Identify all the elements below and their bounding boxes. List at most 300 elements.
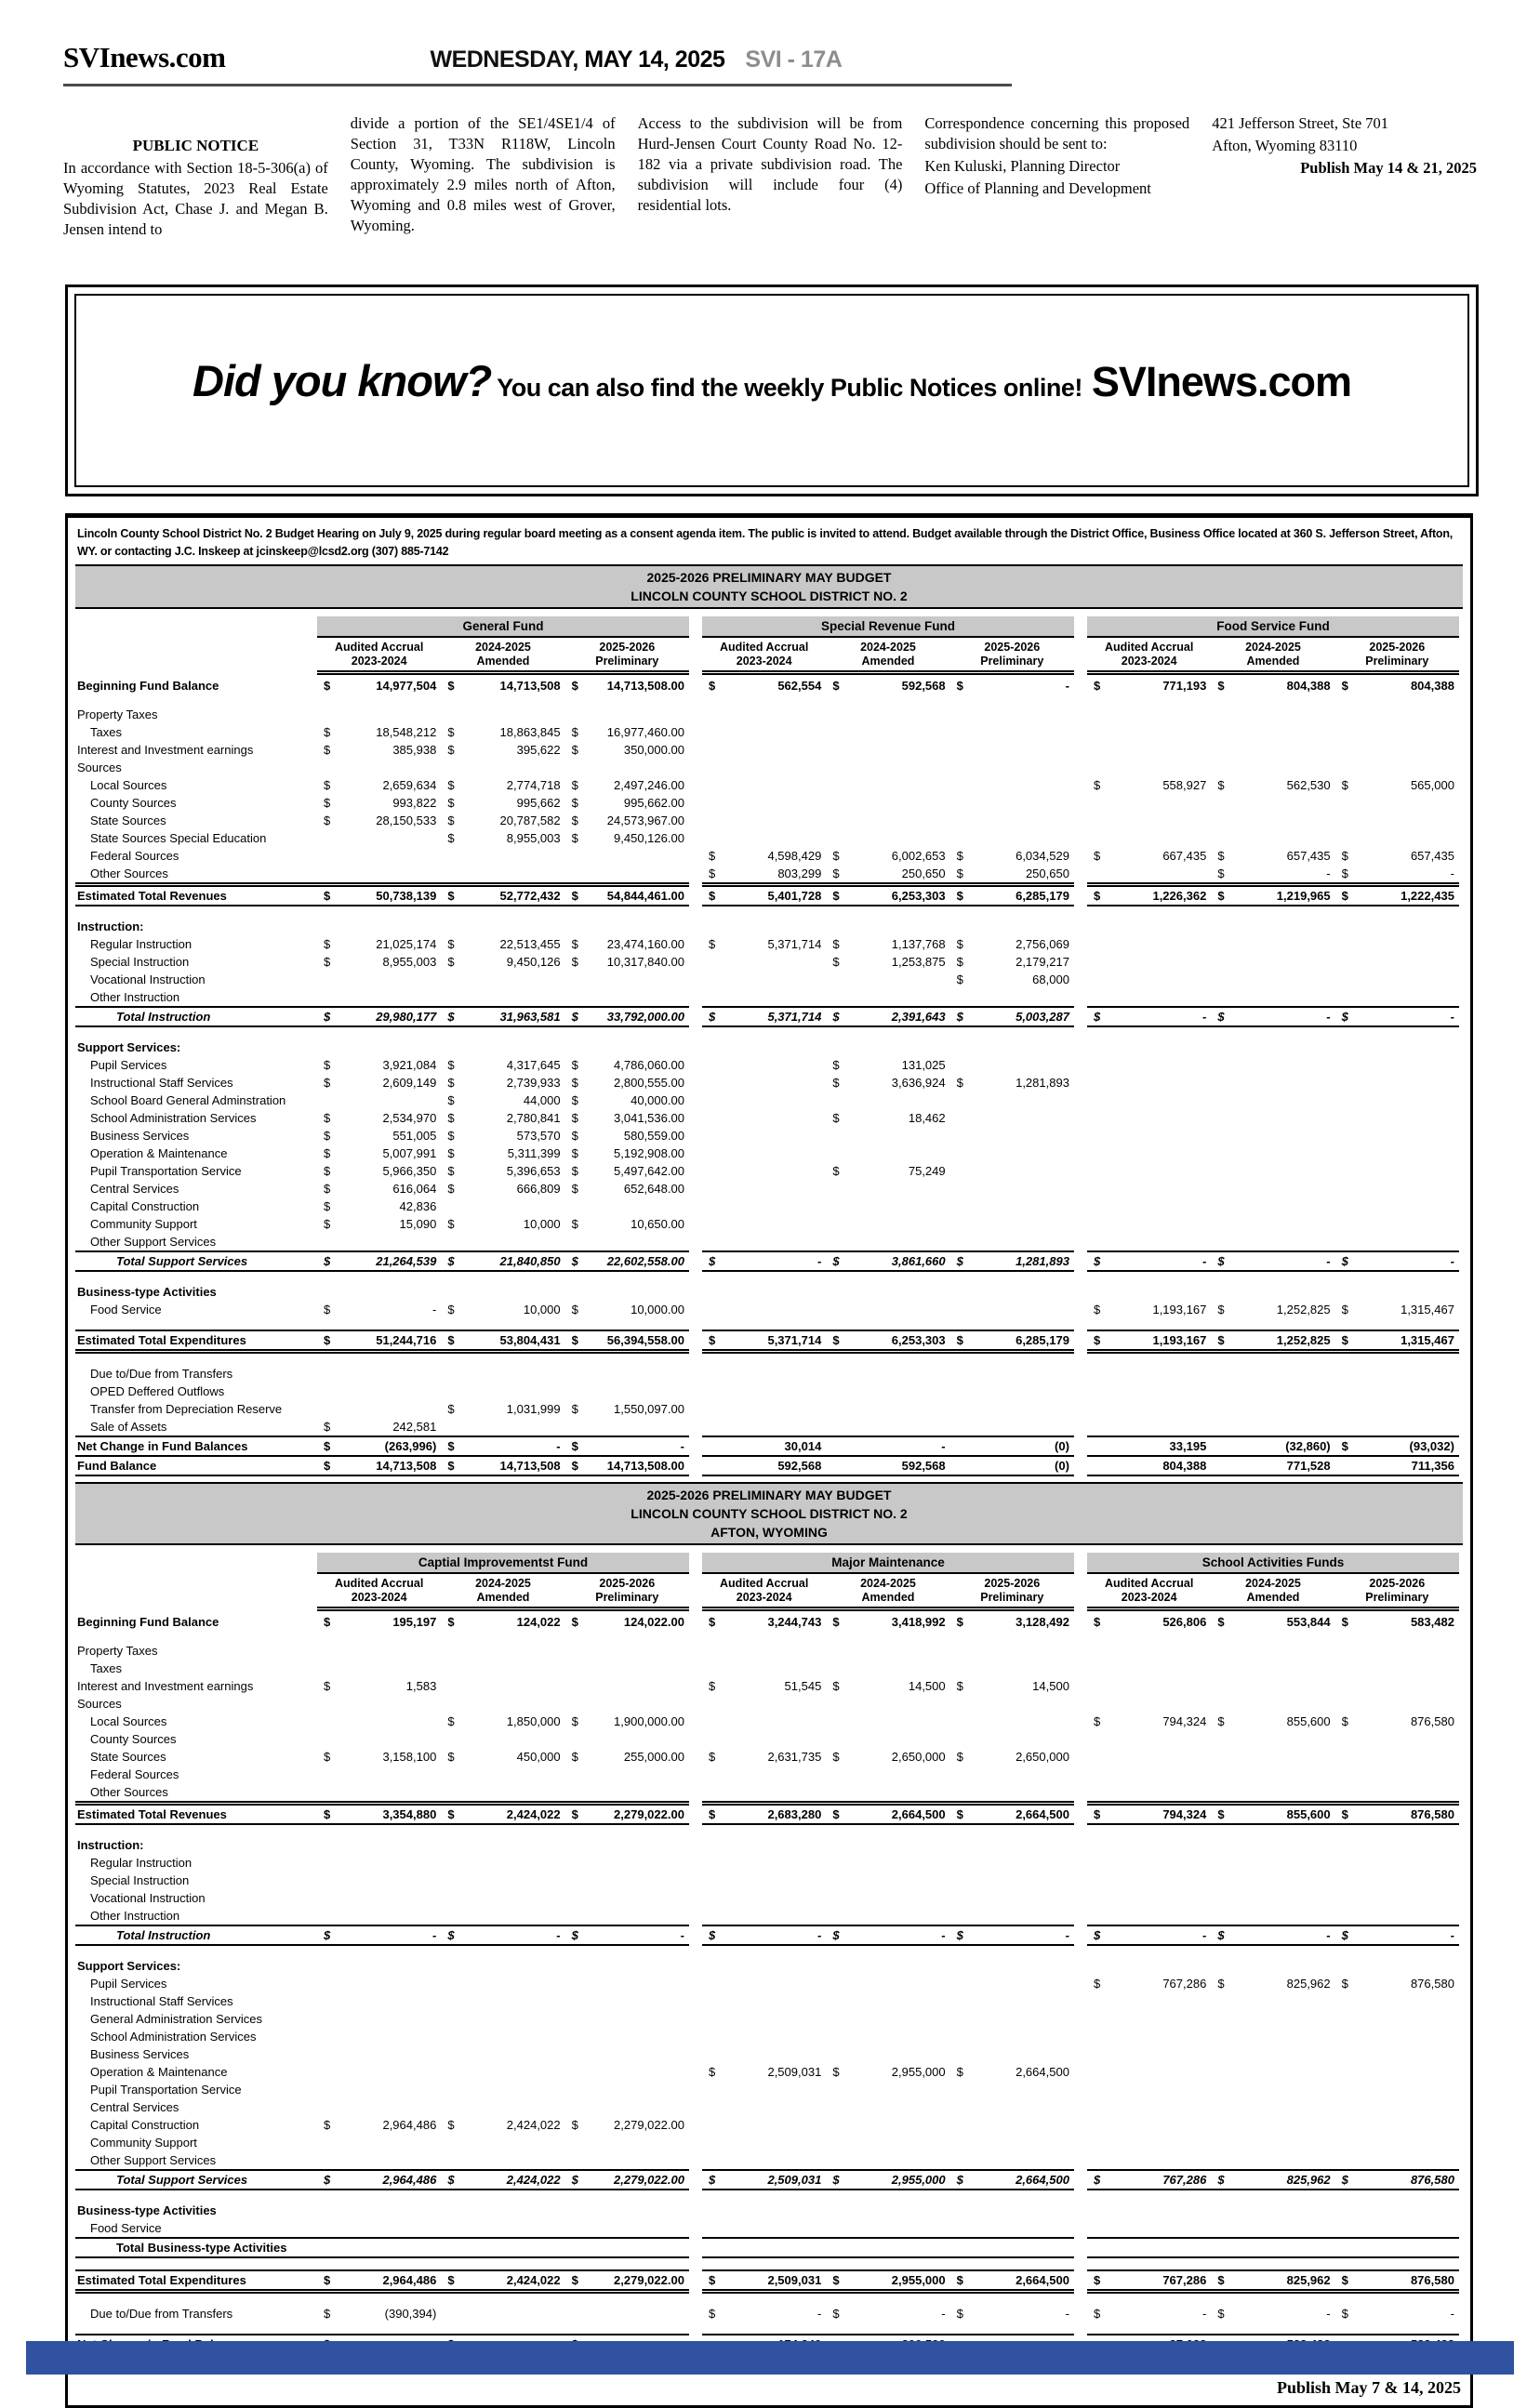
fund-group-cells xyxy=(1087,953,1459,971)
amount-value: (263,996) xyxy=(384,1439,437,1453)
column-gap xyxy=(1074,1180,1087,1197)
column-gap xyxy=(1074,988,1087,1006)
amount-value: 5,371,714 xyxy=(767,1010,822,1024)
column-gap xyxy=(689,1215,702,1233)
amount-value: 2,631,735 xyxy=(767,1750,822,1764)
amount-cell xyxy=(565,1180,689,1197)
fund-group-cells xyxy=(1087,918,1459,935)
amount-cell xyxy=(317,829,441,847)
amount-cell xyxy=(702,2239,826,2256)
amount-value: 255,000.00 xyxy=(623,1750,684,1764)
amount-cell xyxy=(826,1957,949,1975)
column-header xyxy=(950,641,1074,668)
amount-cell xyxy=(1335,2219,1459,2237)
fund-group-cells xyxy=(1087,2116,1459,2134)
currency-sign: $ xyxy=(956,955,963,969)
column-gap xyxy=(1074,935,1087,953)
amount-value: 5,371,714 xyxy=(767,1333,822,1347)
currency-sign: $ xyxy=(1341,889,1348,903)
amount-cell xyxy=(441,2171,564,2189)
amount-cell xyxy=(565,988,689,1006)
amount-cell xyxy=(1211,1283,1334,1301)
amount-cell xyxy=(1211,887,1334,905)
currency-sign: $ xyxy=(956,1254,963,1268)
column-gap xyxy=(689,1748,702,1766)
column-gap xyxy=(689,1836,702,1854)
row-label: Central Services xyxy=(90,1182,179,1196)
row-label: Property Taxes xyxy=(77,1644,158,1658)
amount-cell xyxy=(950,2010,1074,2028)
amount-cell xyxy=(1087,953,1211,971)
amount-cell xyxy=(1335,2151,1459,2169)
amount-value: 250,650 xyxy=(1025,867,1069,880)
masthead-page-number: SVI - 17A xyxy=(745,46,843,73)
amount-cell xyxy=(565,1092,689,1109)
amount-cell xyxy=(565,2271,689,2289)
row-label: Due to/Due from Transfers xyxy=(90,1367,233,1381)
amount-cell xyxy=(826,706,949,723)
fund-group-cells xyxy=(1087,1418,1459,1436)
amount-cell xyxy=(826,776,949,794)
table-row xyxy=(75,2098,1463,2116)
fund-group-cells xyxy=(317,2269,689,2294)
column-gap xyxy=(1074,1836,1087,1854)
currency-sign: $ xyxy=(1217,1714,1225,1728)
currency-sign: $ xyxy=(447,1058,455,1072)
amount-value: 2,780,841 xyxy=(506,1111,561,1125)
amount-cell xyxy=(1211,1907,1334,1925)
amount-cell xyxy=(1335,1695,1459,1713)
amount-cell xyxy=(950,1197,1074,1215)
row-label: Support Services: xyxy=(77,1959,181,1973)
amount-value: - xyxy=(1201,1254,1207,1268)
column-gap xyxy=(689,1109,702,1127)
table-row xyxy=(75,2028,1463,2045)
column-gap xyxy=(689,1992,702,2010)
column-gap xyxy=(1074,1197,1087,1215)
amount-value: 2,756,069 xyxy=(1016,937,1069,951)
table-row xyxy=(75,1613,1463,1631)
table-row xyxy=(75,1365,1463,1383)
amount-cell xyxy=(1335,953,1459,971)
amount-cell xyxy=(441,1383,564,1400)
amount-cell xyxy=(1087,1109,1211,1127)
amount-value: 562,530 xyxy=(1286,778,1331,792)
amount-cell xyxy=(317,1180,441,1197)
currency-sign: $ xyxy=(1094,2173,1101,2187)
amount-cell xyxy=(1335,971,1459,988)
amount-cell xyxy=(1087,1975,1211,1992)
column-header-line: Preliminary xyxy=(980,1591,1044,1604)
fund-group-cells xyxy=(317,706,689,723)
amount-cell xyxy=(950,1975,1074,1992)
amount-cell xyxy=(441,2098,564,2116)
fund-group-cells xyxy=(317,1250,689,1272)
amount-cell xyxy=(565,677,689,695)
amount-cell xyxy=(1087,2134,1211,2151)
amount-cell xyxy=(826,1836,949,1854)
column-header-line: Preliminary xyxy=(980,655,1044,668)
amount-cell xyxy=(702,1056,826,1074)
amount-cell xyxy=(1087,1992,1211,2010)
amount-value: 2,964,486 xyxy=(382,2173,437,2187)
currency-sign: $ xyxy=(1217,1977,1225,1991)
amount-cell xyxy=(317,1975,441,1992)
fund-group-cells xyxy=(1087,1365,1459,1383)
amount-value: 195,197 xyxy=(392,1615,437,1629)
amount-cell xyxy=(826,1039,949,1056)
amount-cell xyxy=(1087,1301,1211,1318)
spacer-row xyxy=(75,1027,1463,1039)
amount-cell xyxy=(826,741,949,759)
amount-cell xyxy=(317,1301,441,1318)
currency-sign: $ xyxy=(1217,1254,1225,1268)
currency-sign: $ xyxy=(324,2118,331,2132)
fund-group-cells xyxy=(702,2219,1074,2237)
amount-cell xyxy=(1211,918,1334,935)
currency-sign: $ xyxy=(571,679,578,693)
amount-cell xyxy=(441,1418,564,1436)
table-row xyxy=(75,1677,1463,1695)
amount-cell xyxy=(565,1008,689,1025)
amount-cell xyxy=(1211,1331,1334,1349)
amount-value: 876,580 xyxy=(1410,1807,1454,1821)
amount-cell xyxy=(317,1400,441,1418)
spacer-row xyxy=(75,2322,1463,2334)
fund-group-cells xyxy=(702,2081,1074,2098)
fund-group-cells xyxy=(702,706,1074,723)
currency-sign: $ xyxy=(1094,1977,1101,1991)
column-gap xyxy=(689,2063,702,2081)
column-header xyxy=(702,641,826,668)
amount-cell xyxy=(317,1056,441,1074)
amount-value: 2,955,000 xyxy=(891,2065,946,2079)
amount-cell xyxy=(565,1730,689,1748)
column-gap xyxy=(689,741,702,759)
fund-group-header xyxy=(1087,1553,1459,1611)
table-row xyxy=(75,2045,1463,2063)
amount-cell xyxy=(826,918,949,935)
amount-value: 2,509,031 xyxy=(767,2273,822,2287)
amount-cell xyxy=(1335,1975,1459,1992)
amount-cell xyxy=(441,1926,564,1944)
column-gap xyxy=(1074,1801,1087,1825)
column-gap xyxy=(1074,2219,1087,2237)
amount-cell xyxy=(1087,1127,1211,1144)
fund-group-cells xyxy=(702,882,1074,906)
table-row xyxy=(75,1854,1463,1872)
currency-sign: $ xyxy=(709,1615,716,1629)
amount-value: 995,662.00 xyxy=(623,796,684,810)
amount-value: - xyxy=(1065,2307,1069,2321)
currency-sign: $ xyxy=(1341,778,1348,792)
amount-cell xyxy=(826,1092,949,1109)
currency-sign: $ xyxy=(447,778,455,792)
amount-cell xyxy=(1211,1180,1334,1197)
amount-cell xyxy=(702,1783,826,1801)
amount-cell xyxy=(702,829,826,847)
fund-name-header: Special Revenue Fund xyxy=(702,616,1074,638)
amount-cell xyxy=(317,988,441,1006)
amount-cell xyxy=(950,1109,1074,1127)
column-gap xyxy=(1074,1109,1087,1127)
fund-group-cells xyxy=(702,723,1074,741)
amount-cell xyxy=(441,1677,564,1695)
table-row xyxy=(75,1039,1463,1056)
currency-sign: $ xyxy=(956,1333,963,1347)
amount-cell xyxy=(702,2098,826,2116)
amount-cell xyxy=(317,1660,441,1677)
fund-group-cells xyxy=(702,2202,1074,2219)
column-gap xyxy=(1074,2116,1087,2134)
amount-value: - xyxy=(1450,1928,1454,1942)
fund-group-cells xyxy=(317,2028,689,2045)
amount-cell xyxy=(1335,1437,1459,1455)
currency-sign: $ xyxy=(1217,1807,1225,1821)
amount-cell xyxy=(441,1092,564,1109)
amount-cell xyxy=(950,2116,1074,2134)
table-row xyxy=(75,1975,1463,1992)
currency-sign: $ xyxy=(956,1679,963,1693)
fund-group-cells xyxy=(1087,1957,1459,1975)
currency-sign: $ xyxy=(832,1333,840,1347)
amount-cell xyxy=(441,829,564,847)
table-row xyxy=(75,1660,1463,1677)
amount-value: 40,000.00 xyxy=(631,1093,684,1107)
column-gap xyxy=(1074,706,1087,723)
amount-cell xyxy=(826,1400,949,1418)
column-gap xyxy=(1074,1400,1087,1418)
fund-group-cells xyxy=(317,829,689,847)
fund-group-cells xyxy=(702,1748,1074,1766)
currency-sign: $ xyxy=(571,1807,578,1821)
amount-value: 5,401,728 xyxy=(767,889,822,903)
column-header-line: Audited Accrual xyxy=(334,641,424,654)
column-gap xyxy=(1074,1957,1087,1975)
column-gap xyxy=(1074,2081,1087,2098)
amount-cell xyxy=(702,1418,826,1436)
amount-cell xyxy=(1335,2010,1459,2028)
currency-sign: $ xyxy=(571,2118,578,2132)
row-label: State Sources Special Education xyxy=(90,831,267,845)
amount-cell xyxy=(1087,723,1211,741)
amount-cell xyxy=(826,1992,949,2010)
amount-cell xyxy=(826,887,949,905)
currency-sign: $ xyxy=(571,1058,578,1072)
amount-value: 2,664,500 xyxy=(1016,2273,1069,2287)
amount-cell xyxy=(1211,1836,1334,1854)
currency-sign: $ xyxy=(709,2307,716,2321)
fund-group-cells xyxy=(317,1180,689,1197)
amount-cell xyxy=(702,1437,826,1455)
amount-value: 242,581 xyxy=(392,1420,437,1434)
fund-group-cells xyxy=(317,1301,689,1318)
amount-value: 18,462 xyxy=(908,1111,946,1125)
currency-sign: $ xyxy=(956,937,963,951)
amount-cell xyxy=(565,829,689,847)
amount-cell xyxy=(565,1926,689,1944)
amount-cell xyxy=(950,1806,1074,1823)
amount-value: 29,980,177 xyxy=(376,1010,437,1024)
amount-cell xyxy=(317,1127,441,1144)
currency-sign: $ xyxy=(571,725,578,739)
amount-cell xyxy=(565,1283,689,1301)
amount-value: 5,003,287 xyxy=(1016,1010,1069,1024)
amount-value: - xyxy=(556,1439,561,1453)
row-label-column xyxy=(75,616,317,675)
amount-cell xyxy=(441,2010,564,2028)
spacer-row xyxy=(75,2294,1463,2305)
fund-group-cells xyxy=(317,1039,689,1056)
fund-group-cells xyxy=(702,1836,1074,1854)
amount-value: 2,955,000 xyxy=(891,2173,946,2187)
column-header-line: Amended xyxy=(476,1591,530,1604)
amount-value: 1,253,875 xyxy=(891,955,946,969)
amount-value: - xyxy=(1326,867,1331,880)
fund-group-cells xyxy=(1087,2028,1459,2045)
amount-cell xyxy=(441,1957,564,1975)
column-header xyxy=(441,641,564,668)
amount-cell xyxy=(702,1162,826,1180)
amount-value: 21,264,539 xyxy=(376,1254,437,1268)
amount-value: 666,809 xyxy=(516,1182,561,1196)
amount-cell xyxy=(826,723,949,741)
amount-cell xyxy=(441,1783,564,1801)
masthead-date xyxy=(430,46,724,73)
amount-value: 667,435 xyxy=(1162,849,1207,863)
table-row xyxy=(75,2010,1463,2028)
amount-cell xyxy=(565,1331,689,1349)
amount-cell xyxy=(1335,918,1459,935)
amount-cell xyxy=(1211,1056,1334,1074)
currency-sign: $ xyxy=(571,1146,578,1160)
amount-cell xyxy=(1087,1889,1211,1907)
amount-cell xyxy=(317,1957,441,1975)
table-row xyxy=(75,1801,1463,1825)
amount-value: 1,193,167 xyxy=(1152,1333,1207,1347)
amount-cell xyxy=(441,935,564,953)
amount-cell xyxy=(1211,2045,1334,2063)
amount-cell xyxy=(950,1331,1074,1349)
amount-cell xyxy=(826,1889,949,1907)
amount-cell xyxy=(826,812,949,829)
amount-cell xyxy=(441,2305,564,2322)
amount-value: 592,568 xyxy=(901,679,946,693)
table-row xyxy=(75,1730,1463,1748)
amount-cell xyxy=(565,1215,689,1233)
row-label: Sale of Assets xyxy=(90,1420,167,1434)
fund-group-cells xyxy=(1087,1250,1459,1272)
masthead xyxy=(63,41,1012,86)
amount-cell xyxy=(1211,1144,1334,1162)
fund-group-cells xyxy=(1087,1801,1459,1825)
row-label: Sources xyxy=(77,761,122,774)
currency-sign: $ xyxy=(447,725,455,739)
amount-value: 6,253,303 xyxy=(891,1333,946,1347)
fund-group-cells xyxy=(1087,723,1459,741)
currency-sign: $ xyxy=(447,1146,455,1160)
amount-cell xyxy=(1211,1766,1334,1783)
currency-sign: $ xyxy=(571,1182,578,1196)
amount-cell xyxy=(826,1748,949,1766)
amount-cell xyxy=(565,2219,689,2237)
amount-value: - xyxy=(816,2307,822,2321)
amount-cell xyxy=(950,1283,1074,1301)
amount-cell xyxy=(950,2081,1074,2098)
amount-cell xyxy=(950,2098,1074,2116)
budget-title-bar-1 xyxy=(75,564,1463,609)
table-row xyxy=(75,1436,1463,1457)
table-row xyxy=(75,971,1463,988)
amount-cell xyxy=(950,2219,1074,2237)
amount-cell xyxy=(317,1806,441,1823)
fund-group-cells xyxy=(702,2305,1074,2322)
fund-group-cells xyxy=(702,1613,1074,1631)
fund-group-cells xyxy=(1087,1660,1459,1677)
amount-cell xyxy=(702,723,826,741)
amount-cell xyxy=(826,1127,949,1144)
fund-group-cells xyxy=(317,1400,689,1418)
amount-cell xyxy=(441,812,564,829)
amount-cell xyxy=(1087,1215,1211,1233)
column-gap xyxy=(689,794,702,812)
amount-cell xyxy=(441,1889,564,1907)
currency-sign: $ xyxy=(1341,2307,1348,2321)
amount-value: 44,000 xyxy=(523,1093,561,1107)
fund-group-cells xyxy=(702,1144,1074,1162)
currency-sign: $ xyxy=(832,937,840,951)
currency-sign: $ xyxy=(956,1807,963,1821)
currency-sign: $ xyxy=(447,796,455,810)
amount-cell xyxy=(317,1642,441,1660)
fund-group-cells xyxy=(317,1109,689,1127)
amount-cell xyxy=(826,1418,949,1436)
notice-column-2 xyxy=(351,113,616,242)
column-headers xyxy=(317,638,689,675)
amount-cell xyxy=(826,677,949,695)
spacer-row xyxy=(75,1318,1463,1330)
fund-group-header xyxy=(702,616,1074,675)
fund-group-cells xyxy=(702,1801,1074,1825)
amount-cell xyxy=(565,741,689,759)
amount-cell xyxy=(826,1642,949,1660)
table-row xyxy=(75,2202,1463,2219)
currency-sign: $ xyxy=(956,1010,963,1024)
fund-group-cells xyxy=(702,1436,1074,1457)
column-gap xyxy=(1074,1872,1087,1889)
fund-group-cells xyxy=(1087,706,1459,723)
currency-sign: $ xyxy=(324,937,331,951)
amount-cell xyxy=(565,1783,689,1801)
amount-value: 2,424,022 xyxy=(506,1807,561,1821)
amount-value: 1,900,000.00 xyxy=(614,1714,684,1728)
amount-cell xyxy=(950,794,1074,812)
amount-cell xyxy=(950,1418,1074,1436)
amount-cell xyxy=(826,1695,949,1713)
amount-cell xyxy=(826,1677,949,1695)
amount-value: 993,822 xyxy=(392,796,437,810)
row-label: OPED Deffered Outflows xyxy=(90,1384,225,1398)
currency-sign: $ xyxy=(956,679,963,693)
currency-sign: $ xyxy=(709,849,716,863)
table-row xyxy=(75,794,1463,812)
row-label: Interest and Investment earnings xyxy=(77,743,254,757)
amount-cell xyxy=(702,1252,826,1270)
amount-cell xyxy=(826,2063,949,2081)
currency-sign: $ xyxy=(447,1714,455,1728)
amount-cell xyxy=(1087,1642,1211,1660)
amount-cell xyxy=(826,2305,949,2322)
